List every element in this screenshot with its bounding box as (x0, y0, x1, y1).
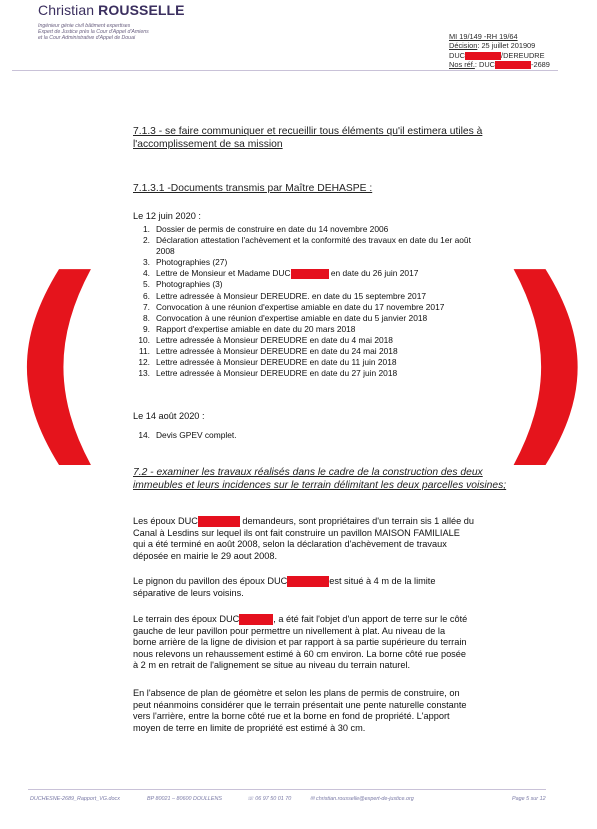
nos-ref-b: -2689 (531, 60, 550, 70)
list-item: 10. Lettre adressée à Monsieur DEREUDRE en date du 4 mai 2018 (138, 334, 393, 345)
subtitle-3: et la Cour Administrative d'Appel de Douai (38, 35, 136, 41)
decision-value: : 25 juillet 201909 (477, 41, 536, 51)
subtitle-2: Expert de Justice près la Cour d'Appel d'Amiens (38, 29, 149, 35)
footer-phone: ☏ 06 97 50 01 70 (247, 796, 292, 802)
nos-ref-a: : DUC (474, 60, 495, 70)
redaction-box (465, 52, 501, 60)
list-item: 7. Convocation à une réunion d'expertise amiable en date du 17 novembre 2017 (143, 301, 445, 312)
footer-divider (28, 789, 546, 790)
list-item: 13. Lettre adressée à Monsieur DEREUDRE en date du 27 juin 2018 (138, 368, 398, 379)
left-red-parenthesis: ( (8, 232, 109, 488)
list-item: 2. Déclaration attestation l'achèvement et la conformité des travaux en date du 1er août (143, 235, 471, 246)
date-12-june: Le 12 juin 2020 : (133, 211, 201, 221)
paragraph-4: En l'absence de plan de géomètre et selon les plans de permis de construire, on peut néanmoins considérer que le terrain présentait une pente naturelle constante vers l'arrière, entre la borne côté rue et la borne en fond de propriété. L'apport moyen de terre en limite de propriété est estimé à 30 cm. (133, 688, 467, 733)
list-item: 1. Dossier de permis de construire en date du 14 novembre 2006 (143, 224, 389, 234)
list-item: 12. Lettre adressée à Monsieur DEREUDRE en date du 11 juin 2018 (138, 357, 397, 368)
document-list (131, 224, 471, 379)
footer-filename: DUCHESNE-2689_Rapport_VG.docx (30, 796, 120, 802)
reference-block (449, 32, 550, 70)
redaction-box (291, 269, 329, 279)
footer-email[interactable]: ✉ christian.rousselle@expert-de-justice.org (310, 796, 414, 802)
list-item: 6. Lettre adressée à Monsieur DEREUDRE. en date du 15 septembre 2017 (143, 290, 427, 301)
date-14-august: Le 14 août 2020 : (133, 411, 205, 421)
author-last-name: ROUSSELLE (98, 2, 185, 18)
section-72-title (133, 466, 506, 492)
nos-ref-label: Nos réf. (449, 60, 475, 70)
list-item: 9. Rapport d'expertise amiable en date du 20 mars 2018 (143, 323, 356, 334)
redaction-box (239, 614, 273, 625)
paragraph-2: Le pignon du pavillon des époux DUC est situé à 4 m de la limite séparative de leurs voisins. (133, 576, 436, 598)
list-item: 8. Convocation à une réunion d'expertise amiable en date du 5 janvier 2018 (143, 312, 428, 323)
ref-line-3b: /DEREUDRE (501, 50, 545, 60)
header-divider (12, 70, 558, 71)
list-item: 3. Photographies (27) (143, 257, 228, 268)
section-72-title-line-2: immeubles et leurs incidences sur le terrain délimitant les deux parcelles voisines; (133, 480, 507, 491)
paragraph-3: Le terrain des époux DUC , a été fait l'objet d'un apport de terre sur le côté gauche de leur pavillon pour permettre un nivellement à plat. Au niveau de la borne arrière de la ligne de division et par rapport à sa partie supérieure du terrain nous relevons un rehaussement estimé à 60 cm environ. La borne côté rue posée à 2 m en retrait de l'alignement se situe au niveau du terrain naturel. (133, 614, 468, 671)
list-item: 2008 (156, 246, 175, 257)
section-713-title-line-2: l'accomplissement de sa mission (133, 139, 283, 150)
author-first-name: Christian (38, 2, 95, 18)
redaction-box (198, 516, 240, 527)
section-713-title (133, 125, 482, 151)
section-713-title-line-1: 7.1.3 - se faire communiquer et recueillir tous éléments qu'il estimera utiles à (133, 126, 483, 137)
section-72-title-line-1: 7.2 - examiner les travaux réalisés dans le cadre de la construction des deux (133, 467, 483, 478)
section-7131-title: 7.1.3.1 -Documents transmis par Maître DEHASPE : (133, 183, 373, 194)
subtitle-1: Ingénieur génie civil bâtiment expertises (38, 23, 131, 29)
footer-address: BP 80021 – 80600 DOULLENS (147, 796, 223, 802)
right-red-parenthesis: ) (496, 232, 597, 488)
list-item: 4. Lettre de Monsieur et Madame DUC en date du 26 juin 2017 (143, 268, 419, 279)
author-name (38, 2, 185, 18)
ref-line-3a: DUC (449, 50, 466, 60)
redaction-box (495, 61, 531, 69)
list-item: 14. Devis GPEV complet. (138, 430, 237, 440)
ref-line-1: MI 19/149 -RH 19/64 (449, 32, 518, 41)
list-item: 5. Photographies (3) (143, 279, 223, 290)
decision-label: Décision (449, 41, 478, 51)
paragraph-1: Les époux DUC demandeurs, sont propriétaires d'un terrain sis 1 allée du Canal à Lesdins sur lequel ils ont fait construire un pavillon MAISON FAMILIALE qui a été terminé en août 2008, selon la déclaration d'achèvement de travaux déposée en mairie le 29 aout 2008. (133, 516, 474, 561)
redaction-box (287, 576, 329, 587)
footer-page-number: Page 5 sur 12 (512, 796, 546, 802)
list-item: 11. Lettre adressée à Monsieur DEREUDRE en date du 24 mai 2018 (138, 346, 398, 357)
